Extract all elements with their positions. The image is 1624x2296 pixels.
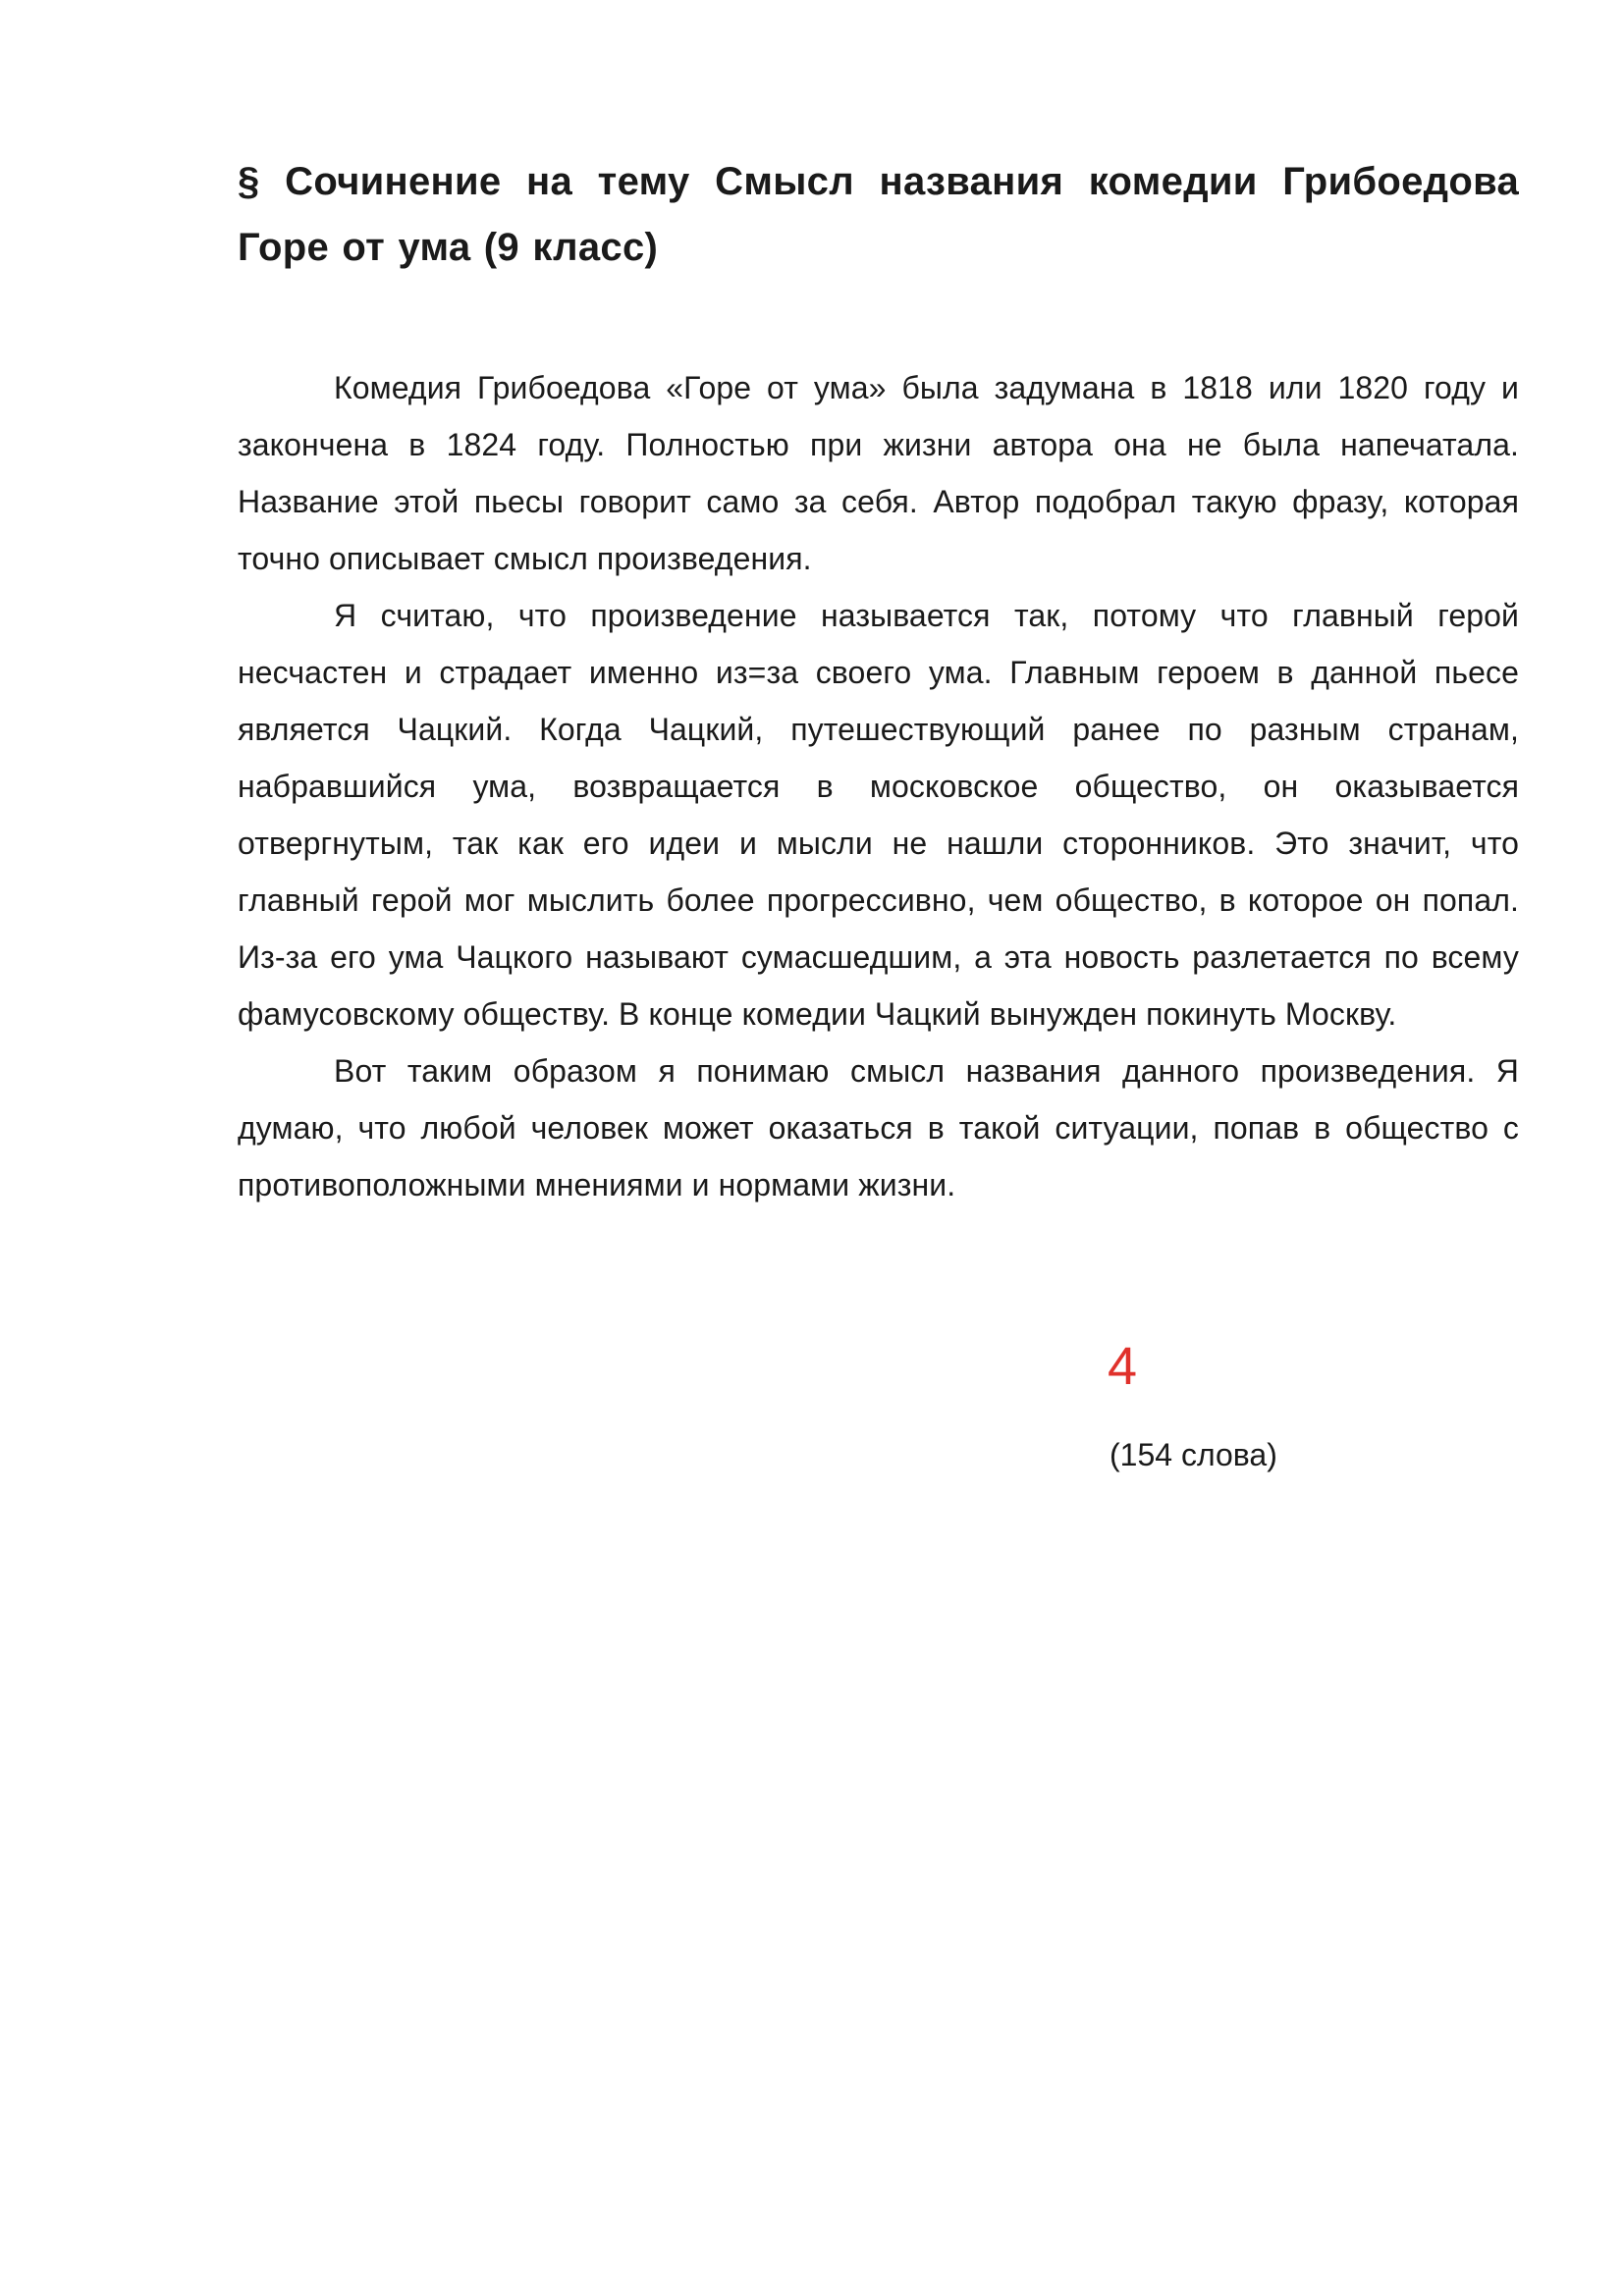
paragraph-main: Я считаю, что произведение называется так, потому что главный герой несчастен и страдает именно из=за своего ума. Главным героем в данной пьесе является Чацкий. Когда Чацкий, путешествующий ранее по разным странам, набравшийся ума, возвращается в московское общество, он оказывается отвергнутым, так как его идеи и мысли не нашли сторонников. Это значит, что главный герой мог мыслить более прогрессивно, чем общество, в которое он попал. Из-за его ума Чацкого называют сумасшедшим, а эта новость разлетается по всему фамусовскому обществу. В конце комедии Чацкий вынужден покинуть Москву. [238,598,1519,1032]
essay-body [238,359,1519,1213]
essay-title: § Сочинение на тему Смысл названия комедии Грибоедова Горе от ума (9 класс) [238,160,1519,269]
word-count: (154 слова) [1110,1437,1277,1472]
paragraph-conclusion: Вот таким образом я понимаю смысл названия данного произведения. Я думаю, что любой человек может оказаться в такой ситуации, попав в общество с противоположными мнениями и нормами жизни. [238,1053,1519,1202]
paragraph-intro: Комедия Грибоедова «Горе от ума» была задумана в 1818 или 1820 году и закончена в 1824 году. Полностью при жизни автора она не была напечатала. Название этой пьесы говорит само за себя. Автор подобрал такую фразу, которая точно описывает смысл произведения. [238,370,1519,576]
grade-mark: 4 [1108,1337,1138,1396]
